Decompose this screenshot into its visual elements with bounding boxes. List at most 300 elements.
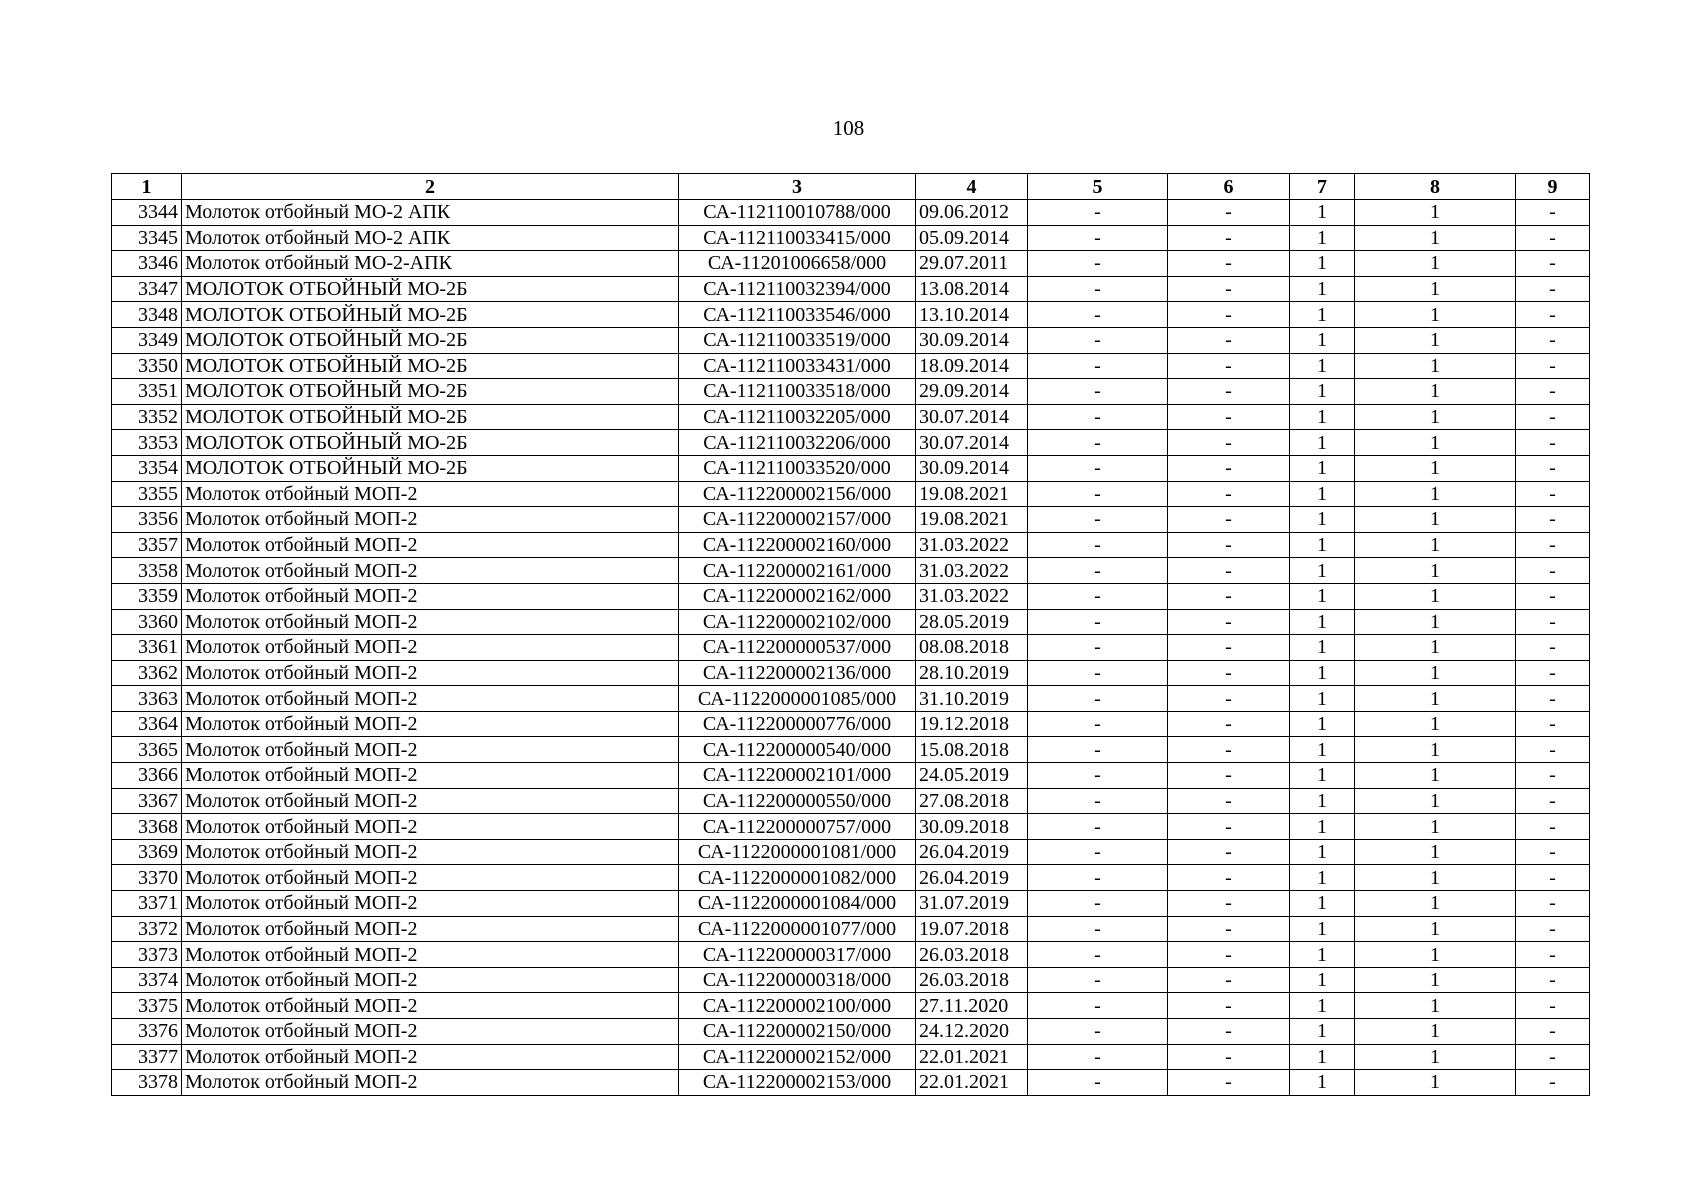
table-cell: 30.07.2014 [916,430,1028,456]
table-cell: 3372 [112,916,182,942]
table-cell: 1 [1355,251,1516,277]
table-cell: - [1028,481,1168,507]
table-cell: - [1168,814,1290,840]
table-cell: 1 [1290,635,1355,661]
table-cell: 24.12.2020 [916,1019,1028,1045]
table-cell: - [1516,455,1590,481]
table-cell: СА-112200002153/000 [679,1070,916,1096]
table-cell: - [1028,1044,1168,1070]
table-cell: 1 [1355,558,1516,584]
table-cell: - [1516,481,1590,507]
table-cell: СА-112110010788/000 [679,200,916,226]
table-row [112,686,1590,712]
table-cell: Молоток отбойный МОП-2 [182,507,679,533]
table-cell: 3347 [112,276,182,302]
table-row [112,814,1590,840]
table-cell: 1 [1355,583,1516,609]
table-cell: 27.11.2020 [916,993,1028,1019]
table-cell: 1 [1355,200,1516,226]
table-cell: - [1516,379,1590,405]
table-cell: 1 [1355,507,1516,533]
table-row [112,865,1590,891]
column-header-8: 8 [1355,174,1516,200]
table-cell: - [1516,737,1590,763]
table-cell: 1 [1290,507,1355,533]
table-cell: СА-1122000001084/000 [679,891,916,917]
table-cell: 3370 [112,865,182,891]
table-cell: - [1516,1070,1590,1096]
table-cell: 1 [1290,455,1355,481]
table-row [112,839,1590,865]
table-cell: 19.12.2018 [916,711,1028,737]
table-cell: 1 [1290,763,1355,789]
table-cell: 1 [1355,763,1516,789]
table-cell: 3348 [112,302,182,328]
table-cell: - [1028,379,1168,405]
table-row [112,532,1590,558]
table-cell: - [1516,200,1590,226]
table-cell: - [1516,532,1590,558]
table-cell: - [1028,993,1168,1019]
table-cell: Молоток отбойный МОП-2 [182,788,679,814]
table-cell: 1 [1290,379,1355,405]
table-cell: МОЛОТОК ОТБОЙНЫЙ МО-2Б [182,379,679,405]
table-cell: - [1028,532,1168,558]
table-cell: - [1168,865,1290,891]
table-cell: - [1516,609,1590,635]
table-cell: Молоток отбойный МОП-2 [182,891,679,917]
table-cell: 3359 [112,583,182,609]
table-cell: - [1028,353,1168,379]
table-cell: 1 [1290,1019,1355,1045]
table-row [112,430,1590,456]
table-cell: 22.01.2021 [916,1070,1028,1096]
column-header-6: 6 [1168,174,1290,200]
table-cell: - [1516,1044,1590,1070]
table-cell: - [1028,737,1168,763]
table-cell: Молоток отбойный МОП-2 [182,814,679,840]
table-cell: - [1516,865,1590,891]
table-cell: 3351 [112,379,182,405]
table-cell: - [1516,1019,1590,1045]
table-row [112,942,1590,968]
table-cell: - [1168,916,1290,942]
table-row [112,1070,1590,1096]
table-cell: - [1516,711,1590,737]
table-cell: - [1516,635,1590,661]
table-row [112,353,1590,379]
table-cell: 3350 [112,353,182,379]
table-cell: 1 [1290,404,1355,430]
table-cell: 1 [1355,1044,1516,1070]
table-cell: 13.10.2014 [916,302,1028,328]
table-cell: - [1168,251,1290,277]
table-cell: 1 [1355,865,1516,891]
table-row [112,455,1590,481]
table-cell: 1 [1355,379,1516,405]
table-cell: СА-112200000757/000 [679,814,916,840]
table-cell: СА-112200000537/000 [679,635,916,661]
table-cell: 1 [1290,251,1355,277]
table-row [112,1044,1590,1070]
table-cell: - [1168,302,1290,328]
table-cell: 3353 [112,430,182,456]
table-row [112,379,1590,405]
table-cell: - [1028,891,1168,917]
table-row [112,916,1590,942]
table-cell: - [1168,1070,1290,1096]
table-cell: 27.08.2018 [916,788,1028,814]
table-cell: СА-112200000550/000 [679,788,916,814]
table-row [112,327,1590,353]
table-row [112,763,1590,789]
table-cell: СА-1122000001081/000 [679,839,916,865]
table-cell: МОЛОТОК ОТБОЙНЫЙ МО-2Б [182,327,679,353]
table-cell: - [1168,200,1290,226]
table-cell: 1 [1355,532,1516,558]
table-cell: 26.04.2019 [916,865,1028,891]
table-cell: - [1028,660,1168,686]
table-cell: 1 [1290,660,1355,686]
table-cell: 3357 [112,532,182,558]
table-cell: СА-112200002150/000 [679,1019,916,1045]
table-cell: 1 [1290,891,1355,917]
table-cell: 3345 [112,225,182,251]
table-cell: 1 [1290,865,1355,891]
table-row [112,609,1590,635]
table-cell: СА-112200002152/000 [679,1044,916,1070]
table-cell: СА-112200002100/000 [679,993,916,1019]
table-cell: 3346 [112,251,182,277]
table-cell: 1 [1290,814,1355,840]
table-cell: 1 [1290,1070,1355,1096]
table-cell: - [1516,251,1590,277]
table-row [112,404,1590,430]
table-cell: 1 [1355,686,1516,712]
table-cell: - [1516,225,1590,251]
table-cell: Молоток отбойный МОП-2 [182,865,679,891]
table-cell: 13.08.2014 [916,276,1028,302]
table-cell: 1 [1290,481,1355,507]
table-cell: 3369 [112,839,182,865]
table-cell: СА-112200002101/000 [679,763,916,789]
table-cell: 31.03.2022 [916,532,1028,558]
column-header-9: 9 [1516,174,1590,200]
table-cell: 1 [1290,225,1355,251]
table-cell: 1 [1290,276,1355,302]
table-cell: - [1028,609,1168,635]
table-cell: 29.09.2014 [916,379,1028,405]
table-cell: СА-11201006658/000 [679,251,916,277]
table-cell: Молоток отбойный МОП-2 [182,686,679,712]
table-cell: СА-112110033546/000 [679,302,916,328]
table-cell: 3355 [112,481,182,507]
table-cell: 3378 [112,1070,182,1096]
table-cell: Молоток отбойный МО-2 АПК [182,225,679,251]
table-cell: Молоток отбойный МО-2-АПК [182,251,679,277]
table-cell: - [1028,302,1168,328]
table-cell: 30.09.2014 [916,455,1028,481]
table-cell: СА-112200002136/000 [679,660,916,686]
table-cell: 31.03.2022 [916,583,1028,609]
table-cell: 1 [1290,430,1355,456]
table-cell: МОЛОТОК ОТБОЙНЫЙ МО-2Б [182,455,679,481]
table-cell: Молоток отбойный МОП-2 [182,558,679,584]
column-header-1: 1 [112,174,182,200]
table-cell: СА-112110033415/000 [679,225,916,251]
table-cell: 30.09.2018 [916,814,1028,840]
table-cell: 19.08.2021 [916,507,1028,533]
table-cell: СА-112110033519/000 [679,327,916,353]
table-cell: - [1516,891,1590,917]
table-cell: - [1516,942,1590,968]
table-cell: 1 [1355,891,1516,917]
table-row [112,788,1590,814]
table-cell: СА-112110033520/000 [679,455,916,481]
table-cell: - [1516,276,1590,302]
table-cell: СА-1122000001082/000 [679,865,916,891]
table-cell: - [1168,788,1290,814]
table-cell: 28.05.2019 [916,609,1028,635]
table-cell: 1 [1290,686,1355,712]
table-cell: 1 [1290,532,1355,558]
table-cell: 1 [1290,200,1355,226]
table-cell: 1 [1355,327,1516,353]
table-cell: - [1168,711,1290,737]
table-cell: 1 [1290,609,1355,635]
table-cell: 31.07.2019 [916,891,1028,917]
table-cell: 1 [1355,967,1516,993]
table-cell: СА-112110032206/000 [679,430,916,456]
table-cell: 3344 [112,200,182,226]
table-cell: - [1516,327,1590,353]
table-cell: 1 [1355,1070,1516,1096]
column-header-4: 4 [916,174,1028,200]
table-cell: СА-1122000001077/000 [679,916,916,942]
table-cell: 1 [1290,583,1355,609]
table-cell: - [1516,507,1590,533]
table-cell: 3368 [112,814,182,840]
table-cell: 1 [1355,1019,1516,1045]
table-cell: - [1028,225,1168,251]
table-cell: 24.05.2019 [916,763,1028,789]
table-cell: СА-112110033431/000 [679,353,916,379]
table-cell: - [1168,404,1290,430]
table-cell: Молоток отбойный МОП-2 [182,660,679,686]
table-cell: 3362 [112,660,182,686]
table-cell: - [1028,327,1168,353]
table-cell: - [1516,763,1590,789]
table-cell: 3349 [112,327,182,353]
table-cell: - [1516,558,1590,584]
table-cell: СА-112200002156/000 [679,481,916,507]
table-cell: СА-112200002162/000 [679,583,916,609]
table-cell: Молоток отбойный МОП-2 [182,532,679,558]
table-cell: 1 [1290,558,1355,584]
table-cell: - [1168,1019,1290,1045]
table-cell: СА-112200000540/000 [679,737,916,763]
table-cell: 26.04.2019 [916,839,1028,865]
table-row [112,200,1590,226]
header-row [112,174,1590,200]
table-cell: 1 [1290,839,1355,865]
table-cell: 28.10.2019 [916,660,1028,686]
table-cell: - [1028,507,1168,533]
table-cell: - [1028,814,1168,840]
table-cell: 3373 [112,942,182,968]
table-cell: - [1168,942,1290,968]
table-cell: - [1168,635,1290,661]
table-cell: 3356 [112,507,182,533]
table-cell: МОЛОТОК ОТБОЙНЫЙ МО-2Б [182,430,679,456]
table-cell: 30.07.2014 [916,404,1028,430]
table-row [112,993,1590,1019]
table-cell: - [1168,763,1290,789]
table-cell: - [1168,327,1290,353]
table-cell: 1 [1355,916,1516,942]
table-cell: - [1168,737,1290,763]
table-cell: - [1516,686,1590,712]
table-cell: - [1516,302,1590,328]
table-cell: 1 [1355,788,1516,814]
table-cell: Молоток отбойный МОП-2 [182,942,679,968]
table-body [112,200,1590,1096]
table-cell: Молоток отбойный МОП-2 [182,916,679,942]
table-cell: - [1516,788,1590,814]
table-row [112,583,1590,609]
table-cell: - [1168,353,1290,379]
table-cell: Молоток отбойный МОП-2 [182,1044,679,1070]
table-cell: Молоток отбойный МОП-2 [182,1070,679,1096]
table-row [112,558,1590,584]
table-row [112,711,1590,737]
table-cell: - [1168,686,1290,712]
table-cell: 1 [1355,839,1516,865]
table-cell: - [1168,839,1290,865]
table-cell: 08.08.2018 [916,635,1028,661]
table-cell: СА-112200000318/000 [679,967,916,993]
table-cell: - [1028,276,1168,302]
table-cell: 1 [1355,353,1516,379]
table-cell: - [1168,1044,1290,1070]
table-cell: СА-112200000317/000 [679,942,916,968]
table-cell: - [1028,455,1168,481]
table-cell: СА-112200002157/000 [679,507,916,533]
table-cell: СА-112110033518/000 [679,379,916,405]
table-cell: 3363 [112,686,182,712]
table-cell: МОЛОТОК ОТБОЙНЫЙ МО-2Б [182,353,679,379]
table-cell: - [1168,379,1290,405]
table-cell: - [1028,763,1168,789]
table-row [112,481,1590,507]
table-cell: Молоток отбойный МОП-2 [182,583,679,609]
table-row [112,660,1590,686]
table-cell: 29.07.2011 [916,251,1028,277]
table-cell: 18.09.2014 [916,353,1028,379]
table-cell: 3354 [112,455,182,481]
table-cell: - [1168,967,1290,993]
table-cell: - [1168,993,1290,1019]
column-header-5: 5 [1028,174,1168,200]
table-row [112,251,1590,277]
table-cell: 3365 [112,737,182,763]
table-cell: - [1028,583,1168,609]
table-cell: - [1516,814,1590,840]
table-row [112,276,1590,302]
table-cell: - [1028,711,1168,737]
table-cell: 1 [1355,609,1516,635]
table-cell: 26.03.2018 [916,942,1028,968]
table-row [112,507,1590,533]
page-number: 108 [832,116,865,140]
table-row [112,225,1590,251]
table-cell: - [1168,891,1290,917]
table-cell: - [1516,993,1590,1019]
table-cell: 15.08.2018 [916,737,1028,763]
table-cell: 1 [1355,404,1516,430]
table-cell: СА-112200000776/000 [679,711,916,737]
table-cell: 3367 [112,788,182,814]
table-cell: 3375 [112,993,182,1019]
table-cell: Молоток отбойный МОП-2 [182,481,679,507]
table-cell: 1 [1290,737,1355,763]
table-cell: - [1516,353,1590,379]
table-cell: 30.09.2014 [916,327,1028,353]
table-cell: - [1168,532,1290,558]
table-cell: - [1028,865,1168,891]
table-cell: Молоток отбойный МОП-2 [182,609,679,635]
table-cell: 19.07.2018 [916,916,1028,942]
table-cell: 22.01.2021 [916,1044,1028,1070]
table-cell: - [1516,916,1590,942]
column-header-3: 3 [679,174,916,200]
table-cell: - [1168,225,1290,251]
table-cell: 1 [1290,967,1355,993]
table-cell: МОЛОТОК ОТБОЙНЫЙ МО-2Б [182,276,679,302]
table-cell: 1 [1355,737,1516,763]
table-cell: - [1168,660,1290,686]
table-row [112,635,1590,661]
table-cell: - [1168,583,1290,609]
table-cell: - [1028,1070,1168,1096]
table-cell: СА-112110032205/000 [679,404,916,430]
table-cell: 1 [1355,814,1516,840]
table-row [112,1019,1590,1045]
table-cell: - [1168,481,1290,507]
table-cell: 1 [1290,353,1355,379]
table-cell: СА-112200002102/000 [679,609,916,635]
table-cell: 3361 [112,635,182,661]
table-cell: Молоток отбойный МОП-2 [182,763,679,789]
table-cell: - [1516,404,1590,430]
table-cell: Молоток отбойный МОП-2 [182,993,679,1019]
table-cell: Молоток отбойный МОП-2 [182,839,679,865]
table-cell: 1 [1355,711,1516,737]
table-cell: - [1028,942,1168,968]
table-cell: - [1168,609,1290,635]
table-cell: - [1168,558,1290,584]
table-row [112,737,1590,763]
table-cell: 1 [1290,711,1355,737]
table-cell: 3374 [112,967,182,993]
table-cell: - [1028,686,1168,712]
table-cell: 31.10.2019 [916,686,1028,712]
table-cell: - [1028,839,1168,865]
table-cell: - [1028,788,1168,814]
table-cell: 3366 [112,763,182,789]
table-row [112,302,1590,328]
table-cell: - [1168,507,1290,533]
